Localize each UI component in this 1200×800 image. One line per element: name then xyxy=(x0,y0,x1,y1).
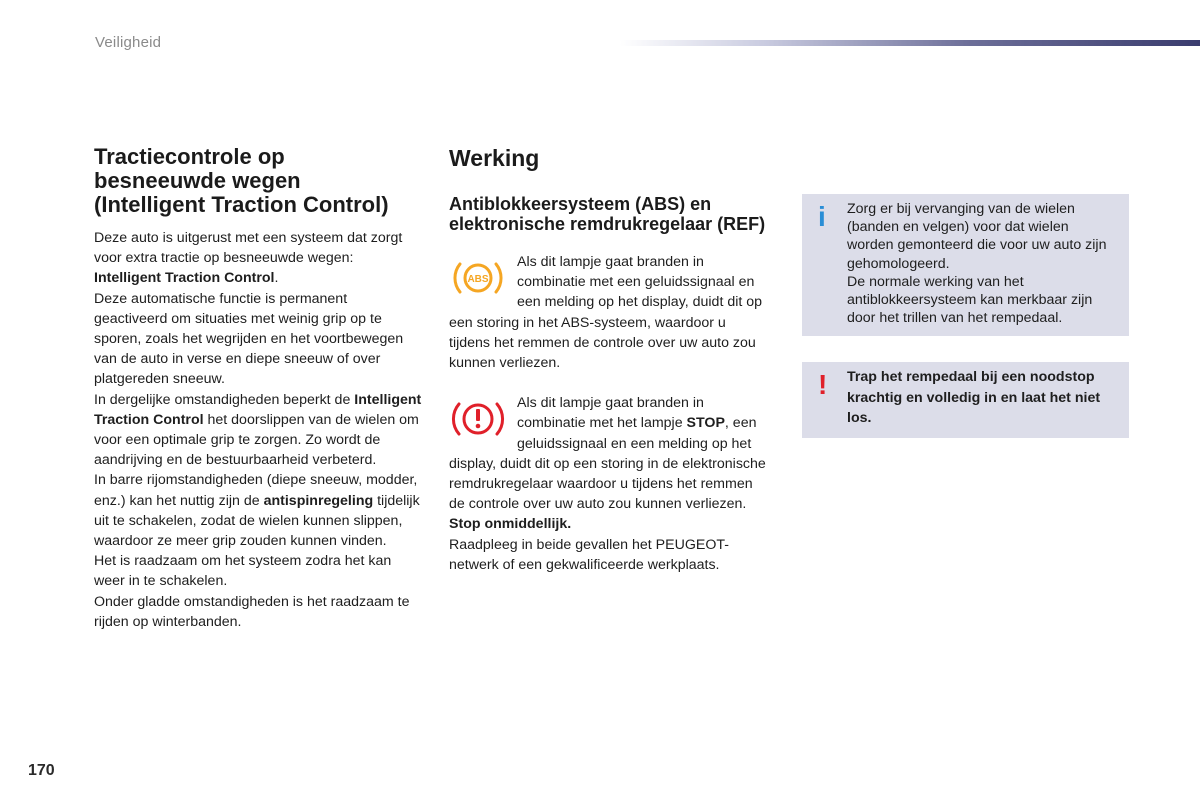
section-label: Veiligheid xyxy=(95,34,162,51)
itc-p4-end: tijdelijk uit te schakelen, zodat de wielen kunnen slippen, waardoor ze meer grip zouden kunnen vinden. xyxy=(94,492,420,550)
info-icon: i xyxy=(818,201,826,232)
itc-title-line-1: Tractiecontrole op xyxy=(94,144,285,169)
header-decorative-bar xyxy=(620,40,1200,46)
itc-p3-text: In dergelijke omstandigheden beperkt de xyxy=(94,391,355,408)
left-column xyxy=(94,145,424,632)
itc-p3-bold: Intelligent Traction Control xyxy=(94,391,422,428)
itc-title-line-2: besneeuwde wegen xyxy=(94,168,301,193)
itc-p1-text: Deze auto is uitgerust met een systeem dat zorgt voor extra tractie op besneeuwde wegen: xyxy=(94,230,403,267)
ref-text-a: Als dit lampje gaat branden in combinatie met het lampje xyxy=(517,395,704,432)
brake-warning-lamp-icon xyxy=(449,393,517,453)
info-box-text xyxy=(847,200,1117,327)
werking-title: Werking xyxy=(449,145,540,171)
info-box xyxy=(802,194,1129,336)
abs-warning-lamp-icon xyxy=(449,252,517,312)
itc-paragraph-2: Deze automatische functie is permanent geactiveerd om situaties met weinig grip op te sporen, zoals het wegrijden en het voortbewegen van de auto in verse en diepe sneeuw of over platgereden sneeuw. xyxy=(94,290,404,388)
itc-paragraph-5: Het is raadzaam om het systeem zodra het kan weer in te schakelen. xyxy=(94,553,392,590)
itc-p1-end: . xyxy=(274,270,279,287)
warning-exclamation-icon: ! xyxy=(818,369,828,400)
ref-warning-block xyxy=(449,393,769,575)
itc-paragraph-3 xyxy=(94,390,424,471)
itc-p3-end: het doorslippen van de wielen om voor een optimale grip te zorgen. Zo wordt de aandrijving en de bestuurbaarheid verbeterd. xyxy=(94,411,419,469)
middle-column xyxy=(449,145,769,575)
itc-paragraph-6: Onder gladde omstandigheden is het raadzaam te rijden op winterbanden. xyxy=(94,593,410,630)
info-box-text-1: Zorg er bij vervanging van de wielen (banden en velgen) voor dat wielen worden gemonteerd die voor uw auto zijn gehomologeerd. xyxy=(847,201,1107,272)
itc-p4-bold: antispinregeling xyxy=(263,492,374,509)
stop-now-bold: Stop onmiddellijk. xyxy=(449,516,572,533)
itc-p4-text: In barre rijomstandigheden (diepe sneeuw, modder, enz.) kan het nuttig zijn de xyxy=(94,472,418,509)
itc-paragraph-1 xyxy=(94,228,424,289)
abs-ref-subtitle: Antiblokkeersysteem (ABS) en elektronische remdrukregelaar (REF) xyxy=(449,194,766,234)
abs-icon-label: ABS xyxy=(467,274,489,285)
abs-warning-text: Als dit lampje gaat branden in combinatie met een geluidssignaal en een melding op het display, duidt dit op een storing in het ABS-systeem, waardoor u tijdens het remmen de controle over uw auto zou kunnen verliezen. xyxy=(449,254,763,372)
abs-warning-block xyxy=(449,252,769,373)
itc-title xyxy=(94,145,424,217)
itc-p1-bold: Intelligent Traction Control xyxy=(94,270,275,287)
ref-text-c: , een geluidssignaal en een melding op het display, duidt dit op een storing in de elektronische remdrukregelaar waardoor u tijdens het remmen de controle over uw auto zou kunnen verliezen. xyxy=(449,415,766,513)
warning-box xyxy=(802,362,1129,438)
info-box-text-2: De normale werking van het antiblokkeersysteem kan merkbaar zijn door het trillen van het rempedaal. xyxy=(847,273,1093,327)
itc-title-line-3: (Intelligent Traction Control) xyxy=(94,192,389,217)
ref-text-stop: STOP xyxy=(686,415,725,432)
consult-text: Raadpleeg in beide gevallen het PEUGEOT-netwerk of een gekwalificeerde werkplaats. xyxy=(449,536,729,573)
page-number: 170 xyxy=(28,762,55,779)
stop-now-text xyxy=(449,514,769,534)
itc-paragraph-4 xyxy=(94,470,424,551)
warning-box-text: Trap het rempedaal bij een noodstop krachtig en volledig in en laat het niet los. xyxy=(847,369,1101,426)
itc-body xyxy=(94,228,424,632)
